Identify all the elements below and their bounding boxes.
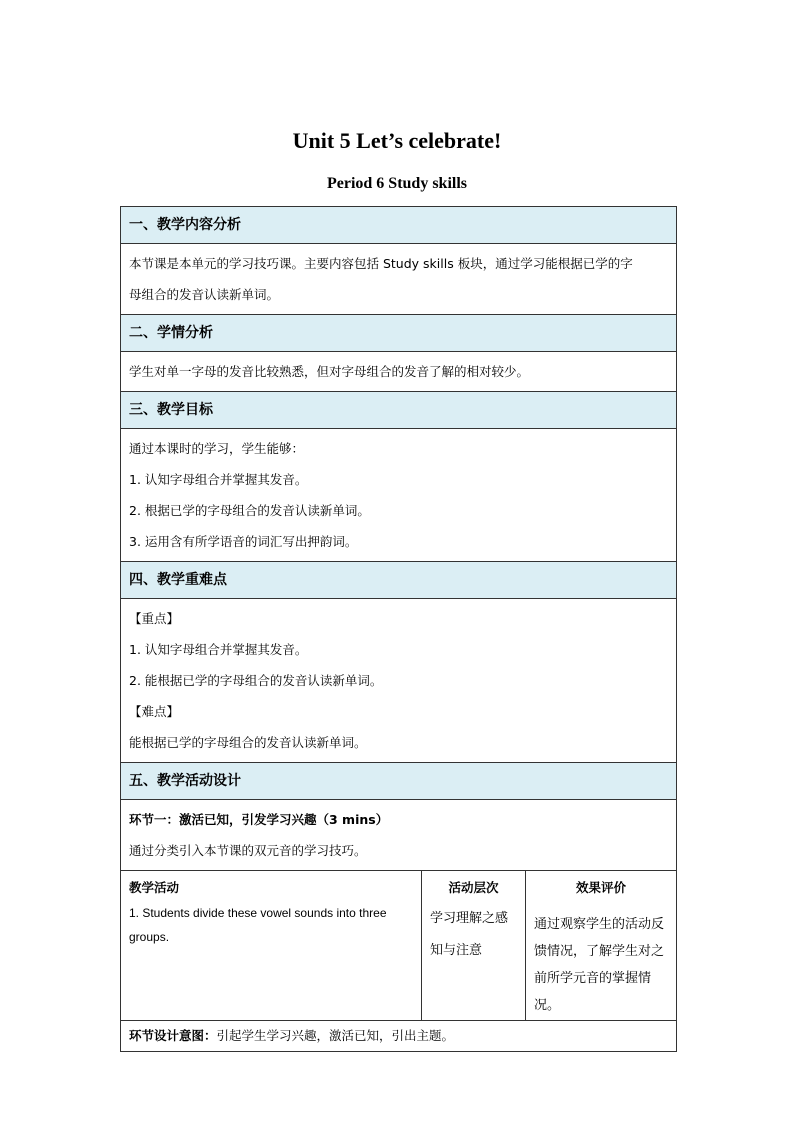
activity-table <box>121 871 676 1021</box>
stage-one-intro <box>121 800 676 871</box>
list-item: 1. 认知字母组合并掌握其发音。 <box>129 642 308 657</box>
section-header-activity-design: 五、教学活动设计 <box>121 763 676 800</box>
section-header-content-analysis: 一、教学内容分析 <box>121 207 676 244</box>
activity-column <box>121 871 422 1020</box>
design-intent-text: 引起学生学习兴趣，激活已知，引出主题。 <box>216 1028 455 1043</box>
activity-column-header: 教学活动 <box>129 880 180 895</box>
lesson-plan-table <box>120 206 677 1052</box>
text-line: 母组合的发音认读新单词。 <box>129 287 280 302</box>
list-item: 3. 运用含有所学语音的词汇写出押韵词。 <box>129 534 358 549</box>
evaluation-column-header: 效果评价 <box>575 880 626 895</box>
section-header-key-points: 四、教学重难点 <box>121 562 676 599</box>
section-body-student-analysis <box>121 352 676 392</box>
design-intent <box>121 1021 676 1051</box>
section-body-content-analysis <box>121 244 676 315</box>
design-intent-label: 环节设计意图： <box>129 1028 217 1043</box>
text-line: 本节课是本单元的学习技巧课。主要内容包括 Study skills 板块，通过学习能根据已学的字 <box>129 256 633 271</box>
level-column <box>422 871 526 1020</box>
level-text: 学习理解之感知与注意 <box>430 911 509 958</box>
section-body-key-points <box>121 599 676 763</box>
section-body-objectives <box>121 429 676 562</box>
activity-text: 1. Students divide these vowel sounds into three groups. <box>129 906 387 944</box>
key-point-label: 【重点】 <box>129 611 180 626</box>
list-item: 2. 能根据已学的字母组合的发音认读新单词。 <box>129 673 383 688</box>
section-header-student-analysis: 二、学情分析 <box>121 315 676 352</box>
list-item: 1. 认知字母组合并掌握其发音。 <box>129 472 308 487</box>
evaluation-text: 通过观察学生的活动反馈情况，了解学生对之前所学元音的掌握情况。 <box>534 917 665 1013</box>
text-line: 通过本课时的学习，学生能够： <box>129 441 305 456</box>
document-title: Unit 5 Let’s celebrate! <box>292 128 502 153</box>
level-column-header: 活动层次 <box>448 880 499 895</box>
text-line: 能根据已学的字母组合的发音认读新单词。 <box>129 735 367 750</box>
difficulty-label: 【难点】 <box>129 704 180 719</box>
stage-title: 环节一：激活已知，引发学习兴趣（3 mins） <box>129 812 389 827</box>
stage-description: 通过分类引入本节课的双元音的学习技巧。 <box>129 843 367 858</box>
text-line: 学生对单一字母的发音比较熟悉，但对字母组合的发音了解的相对较少。 <box>129 364 530 379</box>
evaluation-column <box>526 871 676 1020</box>
section-header-objectives: 三、教学目标 <box>121 392 676 429</box>
list-item: 2. 根据已学的字母组合的发音认读新单词。 <box>129 503 370 518</box>
document-subtitle: Period 6 Study skills <box>326 175 468 192</box>
